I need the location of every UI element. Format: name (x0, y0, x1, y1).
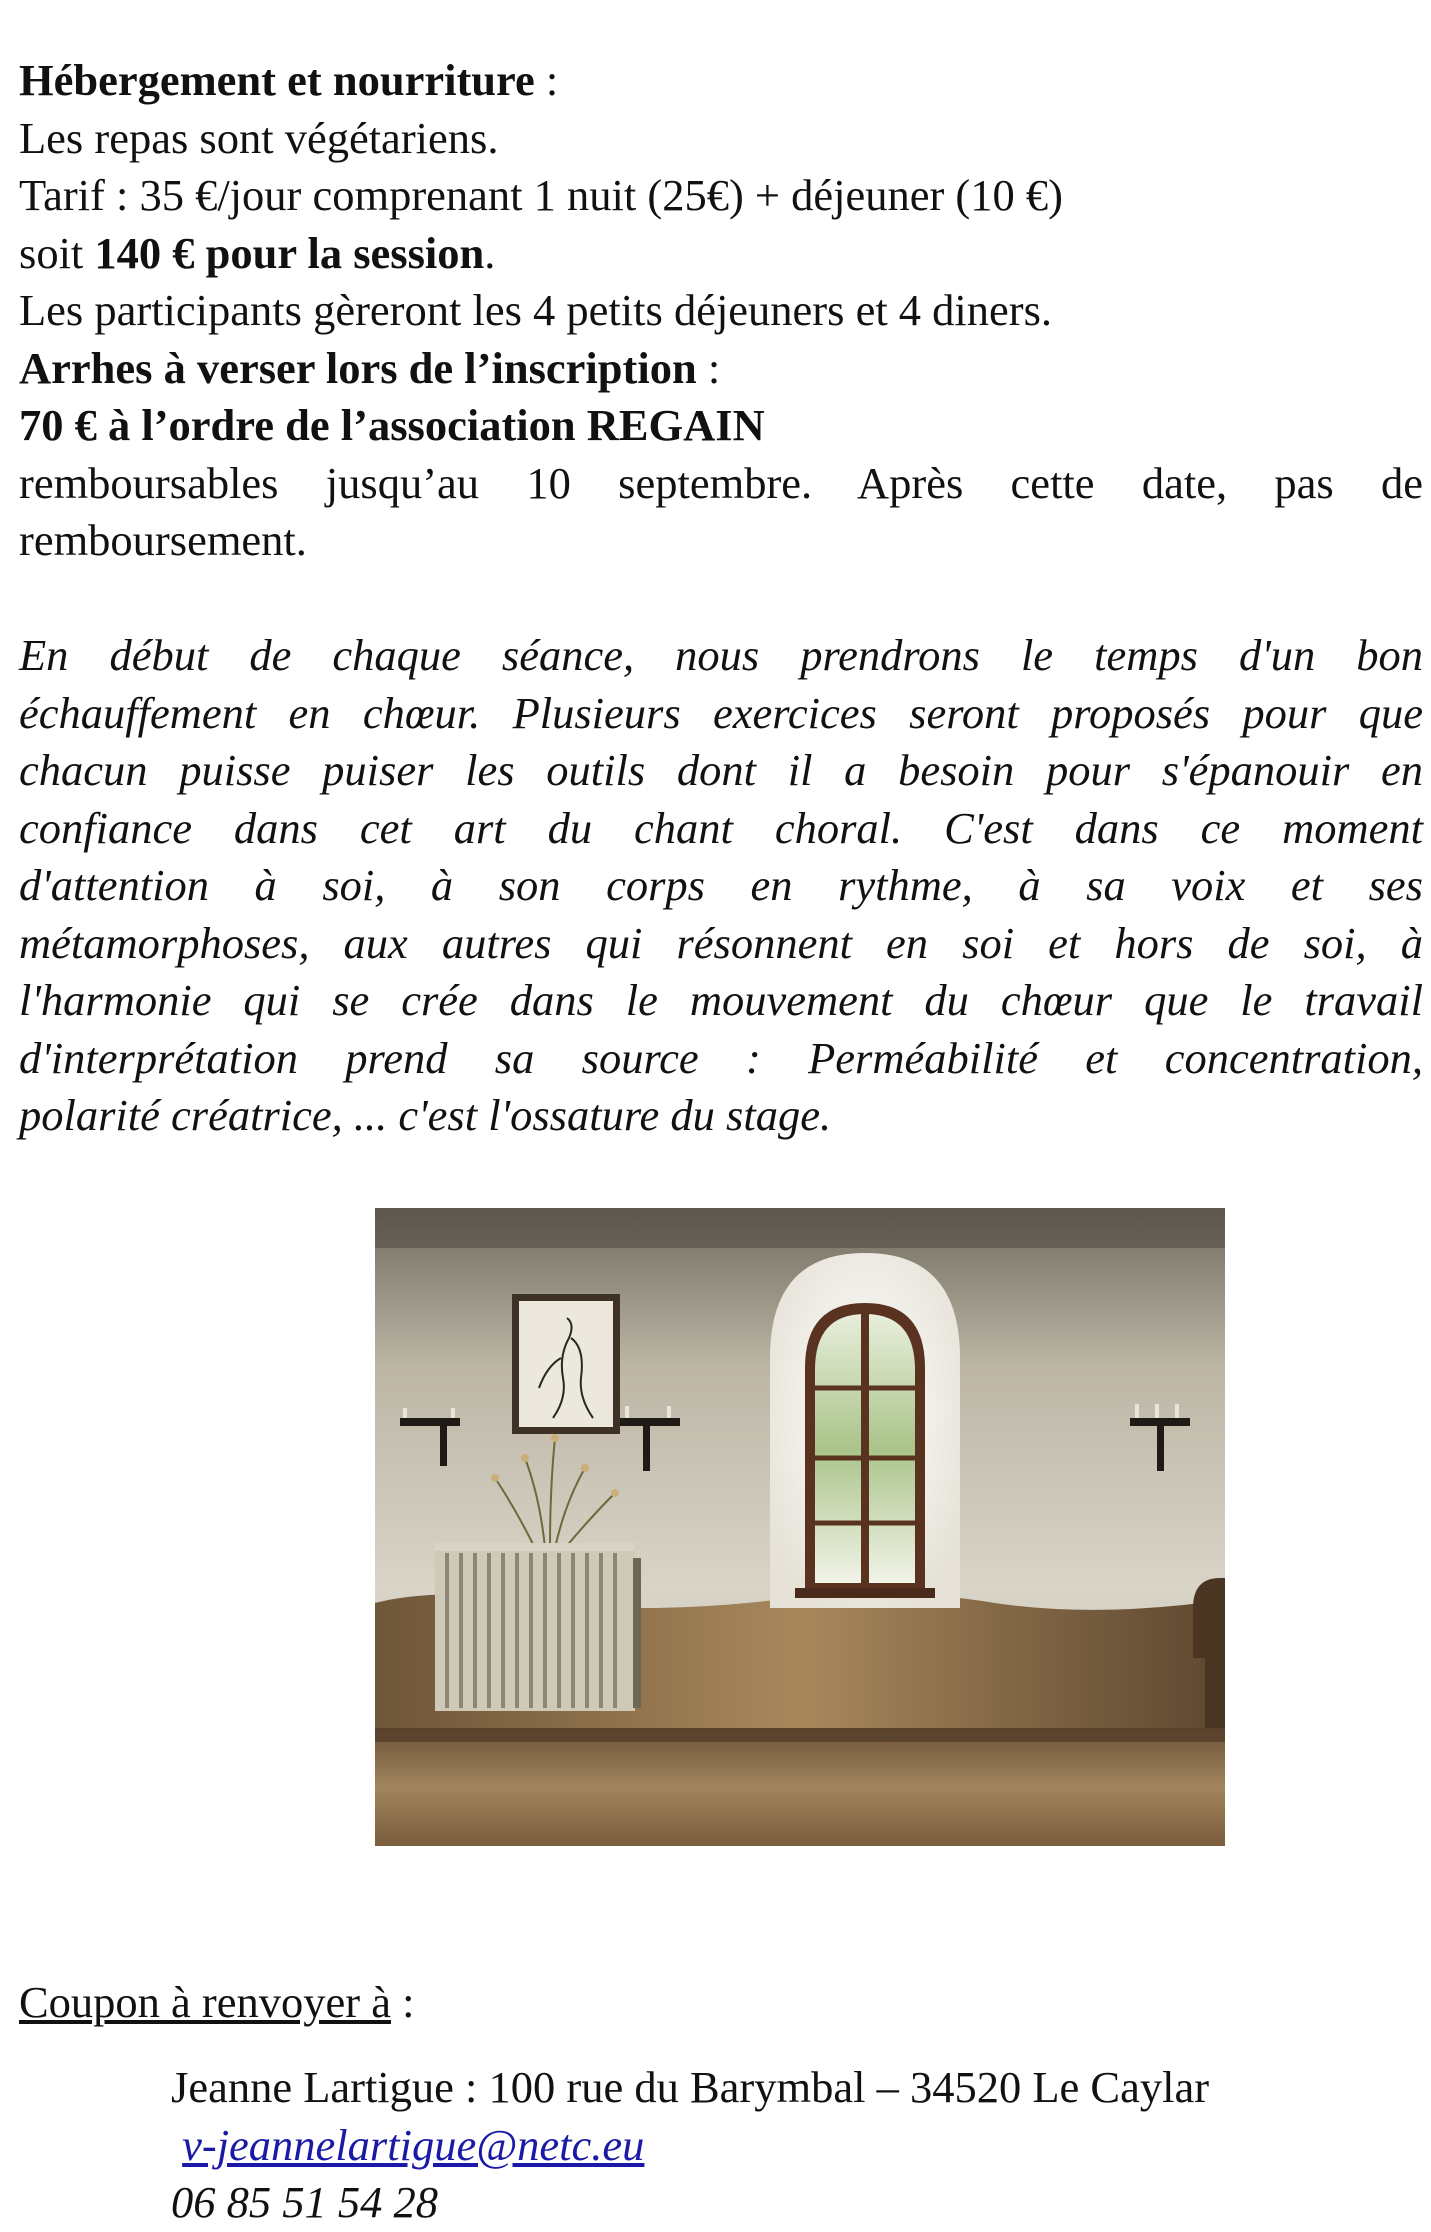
room-photo-icon (375, 1208, 1225, 1846)
lodging-heading: Hébergement et nourriture (19, 55, 535, 105)
refund-line-2: remboursement. (19, 515, 307, 565)
description-line: l'harmonie qui se crée dans le mouvement du chœur que le travail (19, 975, 1423, 1025)
lodging-heading-suffix: : (534, 55, 559, 105)
coupon-email-line (171, 2117, 1209, 2175)
coupon-label: Coupon à renvoyer à (19, 1977, 391, 2027)
photo-radiator (435, 1543, 641, 1711)
coupon-label-suffix: : (390, 1977, 415, 2027)
coupon-address: Jeanne Lartigue : 100 rue du Barymbal – 34520 Le Caylar (171, 2062, 1210, 2112)
deposit-suffix: : (696, 342, 721, 393)
description-line: En début de chaque séance, nous prendrons le temps d'un bon (19, 630, 1423, 680)
document-body (19, 52, 1423, 1145)
coupon-phone: 06 85 51 54 28 (171, 2177, 438, 2227)
description-line: polarité créatrice, ... c'est l'ossature du stage. (19, 1090, 832, 1140)
room-photo (375, 1208, 1225, 1846)
rate-line: Tarif : 35 €/jour comprenant 1 nuit (25€) + déjeuner (10 €) (19, 170, 1063, 220)
total-prefix: soit (19, 227, 95, 278)
coupon-line (19, 1974, 414, 2032)
coupon-email-link[interactable]: v-jeannelartigue@netc.eu (182, 2119, 645, 2170)
paragraph-gap (19, 570, 1423, 628)
deposit-heading-line (19, 340, 1423, 398)
description-paragraph (19, 627, 1423, 1145)
deposit-amount: 70 € à l’ordre de l’association REGAIN (19, 400, 765, 450)
photo-ceiling (375, 1208, 1225, 1248)
description-line: confiance dans cet art du chant choral. C'est dans ce moment (19, 802, 1423, 853)
deposit-heading: Arrhes à verser lors de l’inscription (19, 342, 697, 393)
participants-line: Les participants gèreront les 4 petits déjeuners et 4 diners. (19, 285, 1053, 335)
total-line (19, 225, 1423, 283)
coupon-address-block (171, 2059, 1209, 2232)
lodging-heading-line (19, 52, 1423, 110)
refund-line-1: remboursables jusqu’au 10 septembre. Après cette date, pas de (19, 457, 1423, 508)
description-line: d'interprétation prend sa source : Perméabilité et concentration, (19, 1032, 1423, 1083)
description-line: échauffement en chœur. Plusieurs exercices seront proposés pour que (19, 687, 1423, 738)
description-line: chacun puisse puiser les outils dont il a besoin pour s'épanouir en (19, 745, 1423, 795)
description-line: métamorphoses, aux autres qui résonnent en soi et hors de soi, à (19, 917, 1423, 968)
photo-floor (375, 1728, 1225, 1846)
meals-line: Les repas sont végétariens. (19, 112, 499, 163)
total-suffix: . (484, 227, 496, 278)
description-line: d'attention à soi, à son corps en rythme, à sa voix et ses (19, 860, 1423, 910)
total-amount: 140 € pour la session (94, 227, 485, 278)
